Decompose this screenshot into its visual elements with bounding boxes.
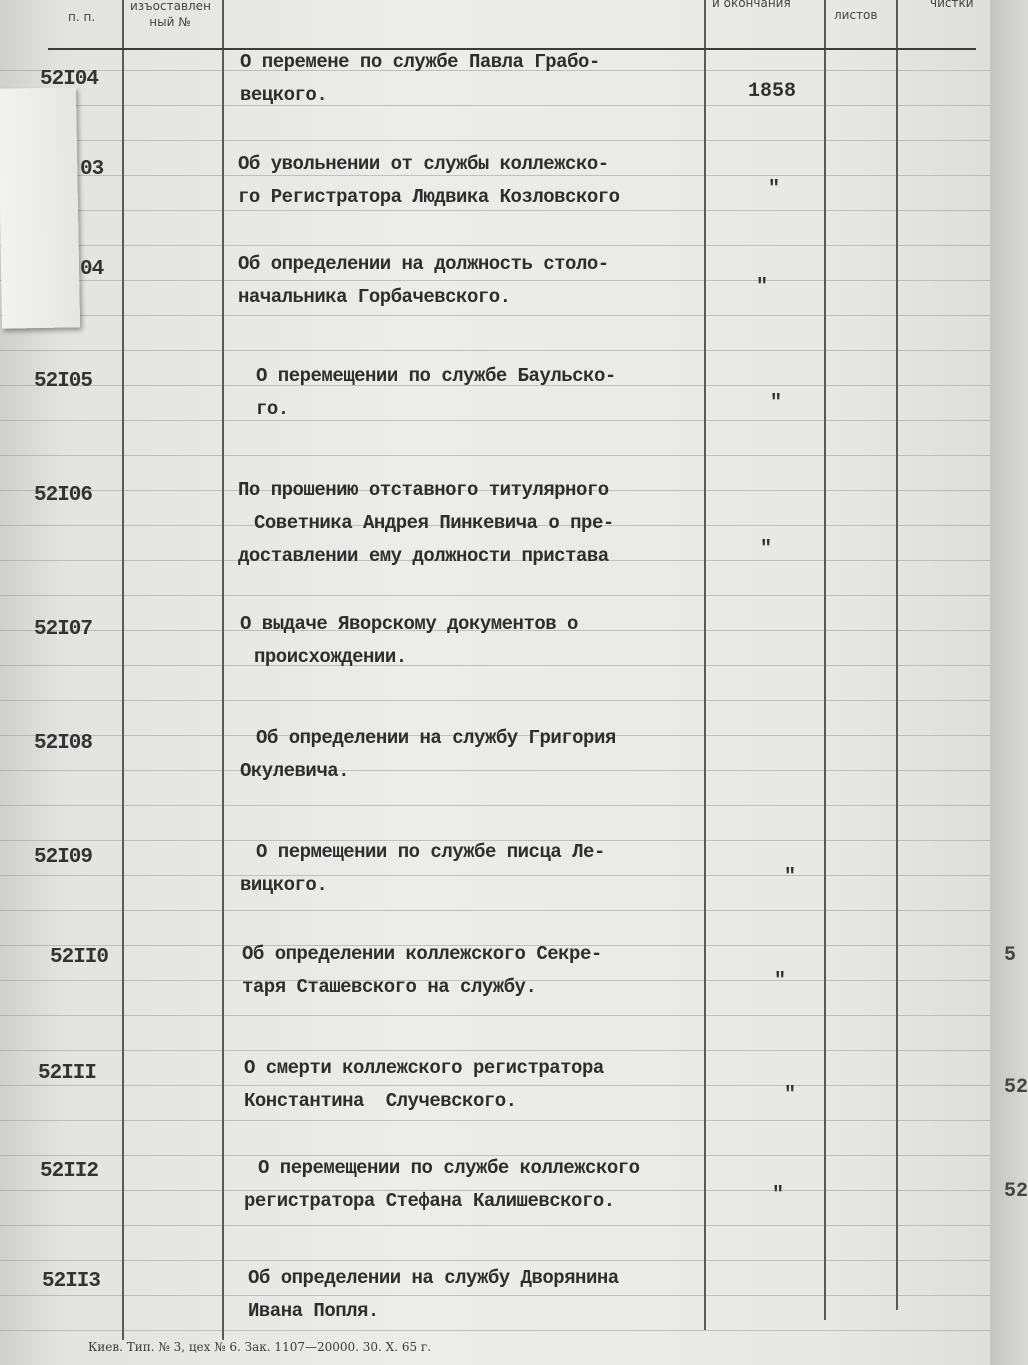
ruled-line <box>0 1050 990 1051</box>
ruled-line <box>0 1015 990 1016</box>
record-title-line: Ивана Попля. <box>248 1300 379 1322</box>
record-number: 03 <box>80 158 104 181</box>
record-title-line: Константина Случевского. <box>244 1090 517 1112</box>
ruled-line <box>0 315 990 316</box>
header-notes: чистки <box>930 0 974 10</box>
record-ditto-mark: " <box>770 392 783 415</box>
ruled-line <box>0 1225 990 1226</box>
edge-fragment: 5 <box>1004 944 1017 967</box>
record-number: 52II2 <box>40 1160 99 1183</box>
ruled-line <box>0 420 990 421</box>
column-divider-title <box>222 0 224 1340</box>
record-title-line: Об увольнении от службы коллежско- <box>238 153 609 175</box>
ruled-line <box>0 245 990 246</box>
record-number: 52II3 <box>42 1270 101 1293</box>
header-sheets: листов <box>834 8 878 22</box>
record-title-line: Об определении на службу Дворянина <box>248 1267 619 1289</box>
record-title-line: начальника Горбачевского. <box>238 286 511 308</box>
ruled-line <box>0 1260 990 1261</box>
record-ditto-mark: " <box>772 1184 785 1207</box>
record-title-line: О пермещении по службе писца Ле- <box>256 841 605 863</box>
record-number: 52II0 <box>50 946 109 969</box>
paper-tab <box>0 87 80 328</box>
ruled-line <box>0 350 990 351</box>
column-divider-dates <box>704 0 706 1330</box>
record-title-line: О перемещении по службе Баульско- <box>256 365 616 387</box>
record-ditto-mark: " <box>768 178 781 201</box>
header-number: п. п. <box>68 10 96 24</box>
record-number: 52I06 <box>34 484 93 507</box>
ruled-line <box>0 665 990 666</box>
record-title-line: доставлении ему должности пристава <box>238 545 609 567</box>
record-date: 1858 <box>748 80 797 103</box>
record-ditto-mark: " <box>784 1084 797 1107</box>
record-ditto-mark: " <box>760 538 773 561</box>
record-title-line: О перемещении по службе коллежского <box>258 1157 640 1179</box>
record-title-line: О перемене по службе Павла Грабо- <box>240 51 600 73</box>
ruled-line <box>0 455 990 456</box>
ruled-line <box>0 700 990 701</box>
ruled-line <box>0 805 990 806</box>
record-ditto-mark: " <box>774 970 787 993</box>
ruled-line <box>0 1330 990 1331</box>
adjacent-page-edge <box>990 0 1024 1365</box>
record-number: 04 <box>80 258 104 281</box>
record-title-line: О смерти коллежского регистратора <box>244 1057 604 1079</box>
record-title-line: Об определении коллежского Секре- <box>242 943 602 965</box>
record-title-line: О выдаче Яворскому документов о <box>240 613 578 635</box>
printer-footer: Киев. Тип. № 3, цех № 6. Зак. 1107—20000. 30. X. 65 г. <box>88 1340 432 1354</box>
ruled-line <box>0 1120 990 1121</box>
record-number: 52I05 <box>34 370 93 393</box>
edge-fragment: 52 <box>1004 1076 1028 1099</box>
record-number: 52I08 <box>34 732 93 755</box>
record-title-line: регистратора Стефана Калишевского. <box>244 1190 615 1212</box>
record-title-line: вицкого. <box>240 874 328 896</box>
header-former-number: изъоставлен ный № <box>130 0 211 29</box>
record-number: 52I04 <box>40 68 99 91</box>
record-number: 52III <box>38 1062 97 1085</box>
record-title-line: го. <box>256 398 289 420</box>
record-title-line: Об определении на службу Григория <box>256 727 616 749</box>
record-number: 52I07 <box>34 618 93 641</box>
ruled-line <box>0 105 990 106</box>
column-divider-number <box>122 0 124 1340</box>
column-divider-notes <box>896 0 898 1310</box>
ruled-line <box>0 140 990 141</box>
record-ditto-mark: " <box>756 276 769 299</box>
ruled-line <box>0 770 990 771</box>
header-dates: и окончания <box>712 0 791 10</box>
edge-fragment: 52 <box>1004 1180 1028 1203</box>
column-divider-sheets <box>824 0 826 1320</box>
record-title-line: происхождении. <box>254 646 407 668</box>
ruled-line <box>0 1295 990 1296</box>
ruled-line <box>0 875 990 876</box>
ruled-line <box>0 595 990 596</box>
record-title-line: Окулевича. <box>240 760 350 782</box>
record-title-line: таря Сташевского на службу. <box>242 976 537 998</box>
ruled-line <box>0 910 990 911</box>
record-title-line: Советника Андрея Пинкевича о пре- <box>254 512 614 534</box>
record-ditto-mark: " <box>784 866 797 889</box>
record-number: 52I09 <box>34 846 93 869</box>
record-title-line: Об определении на должность столо- <box>238 253 609 275</box>
record-title-line: По прошению отставного титулярного <box>238 479 609 501</box>
record-title-line: го Регистратора Людвика Козловского <box>238 186 620 208</box>
record-title-line: вецкого. <box>240 84 328 106</box>
